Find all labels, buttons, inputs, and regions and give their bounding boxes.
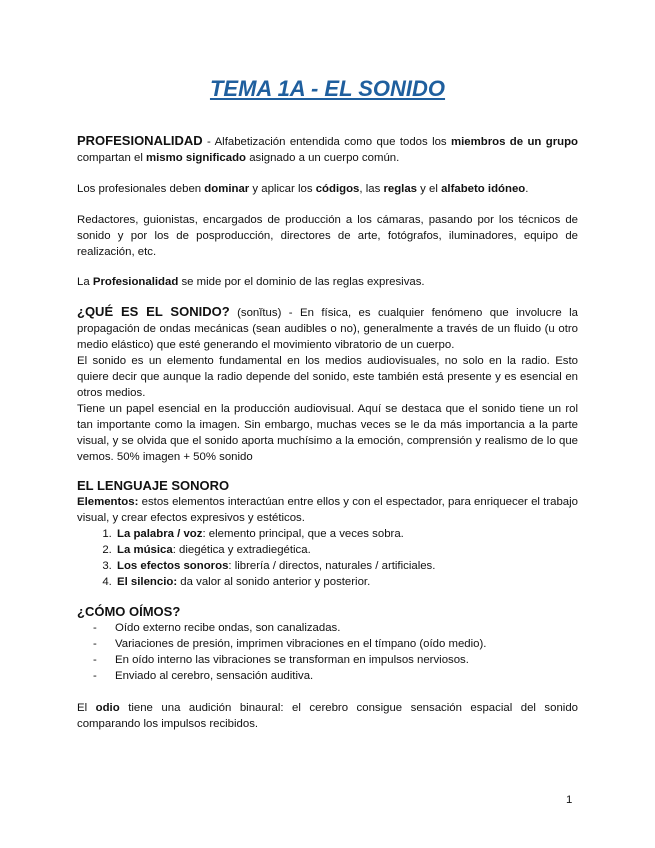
paragraph-elementos: Elementos: estos elementos interactúan entre ellos y con el espectador, para enriquecer el trabajo visual, y crear efectos expresivos y estéticos. (77, 496, 578, 524)
list-item: 2. La música: diegética y extradiegética. (115, 542, 578, 558)
heading-como-oimos: ¿CÓMO OÍMOS? (77, 604, 181, 619)
paragraph-profesionales: Los profesionales deben dominar y aplicar los códigos, las reglas y el alfabeto idóneo. (77, 183, 529, 195)
heading-que-es-el-sonido: ¿QUÉ ES EL SONIDO? (77, 304, 230, 319)
paragraph-binaural: El odio tiene una audición binaural: el cerebro consigue sensación espacial del sonido comparando los impulsos recibidos. (77, 702, 578, 730)
paragraph-medios: El sonido es un elemento fundamental en los medios audiovisuales, no solo en la radio. Esto quiere decir que aunque la radio depende del sonido, este también está presente y es esencial en otros medios. (77, 355, 578, 399)
list-item: 4. El silencio: da valor al sonido anterior y posterior. (115, 574, 578, 590)
list-item: - Variaciones de presión, imprimen vibraciones en el tímpano (oído medio). (93, 638, 487, 650)
list-item: - En oído interno las vibraciones se transforman en impulsos nerviosos. (93, 654, 469, 666)
list-item: - Enviado al cerebro, sensación auditiva. (93, 670, 314, 682)
list-item: 3. Los efectos sonoros: librería / directos, naturales / artificiales. (115, 558, 578, 574)
paragraph-definicion: ¿QUÉ ES EL SONIDO? (sonĭtus) - En física, es cualquier fenómeno que involucre la propagación de ondas mecánicas (sean audibles o no), generalmente a través de un fluido (u otro medio elástico) que esté generando el movimiento vibratorio de un cuerpo. (77, 304, 578, 351)
section-como-oimos (77, 604, 578, 684)
hearing-steps-list (77, 620, 578, 684)
list-item: 1. La palabra / voz: elemento principal, que a veces sobra. (115, 526, 578, 542)
paragraph-papel: Tiene un papel esencial en la producción audiovisual. Aquí se destaca que el sonido tiene un rol tan importante como la imagen. Sin embargo, muchas veces se le da más importancia a la parte visual, y se olvida que el sonido aporta muchísimo a la emoción, comprensión y realismo de lo que vemos. 50% imagen + 50% sonido (77, 403, 578, 463)
page-number: 1 (566, 794, 573, 806)
heading-lenguaje-sonoro: EL LENGUAJE SONORO (77, 478, 230, 493)
term-profesionalidad: PROFESIONALIDAD (77, 133, 203, 148)
paragraph-roles: Redactores, guionistas, encargados de producción a los cámaras, pasando por los técnicos de sonido y por los de posproducción, directores de arte, fotógrafos, iluminadores, equipo de realización, etc. (77, 214, 578, 258)
section-lenguaje-sonoro (77, 478, 578, 590)
section-que-es-el-sonido (77, 304, 578, 465)
paragraph-medida: La Profesionalidad se mide por el dominio de las reglas expresivas. (77, 276, 425, 288)
paragraph-profesionalidad: PROFESIONALIDAD - Alfabetización entendida como que todos los miembros de un grupo compartan el mismo significado asignado a un cuerpo común. (77, 133, 579, 164)
document-title: TEMA 1A - EL SONIDO (209, 76, 446, 101)
elements-list (77, 526, 578, 590)
list-item: - Oído externo recibe ondas, son canalizadas. (93, 622, 341, 634)
